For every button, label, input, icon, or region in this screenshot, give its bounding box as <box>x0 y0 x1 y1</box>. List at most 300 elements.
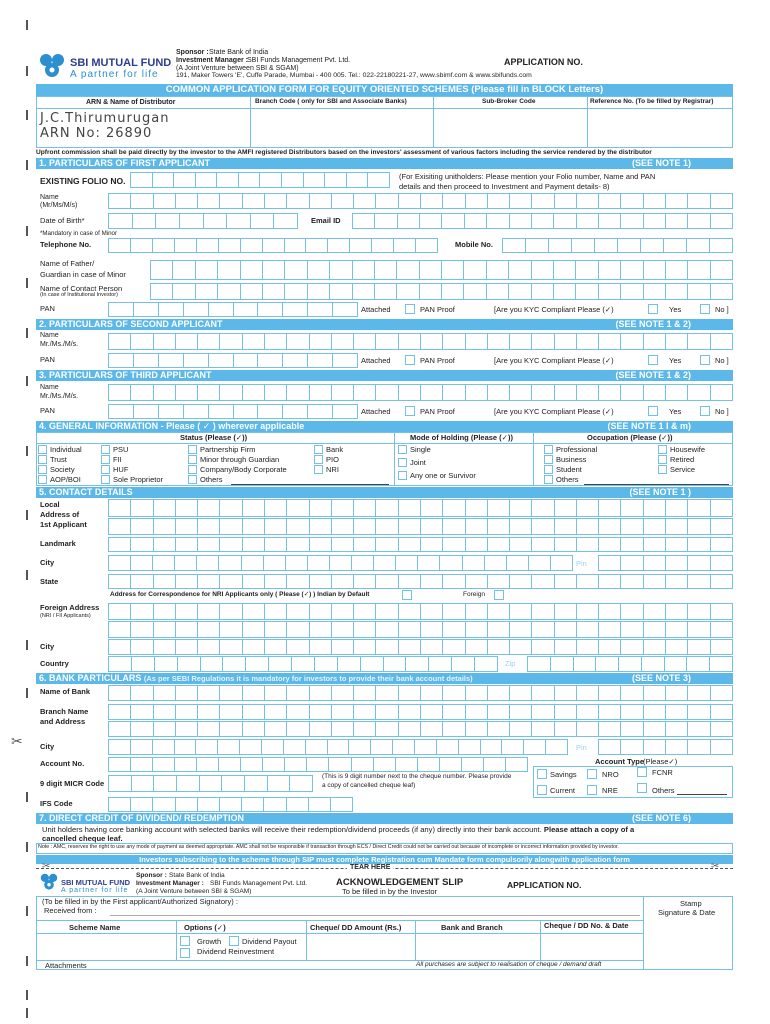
input-cell[interactable] <box>548 238 571 253</box>
input-cell[interactable] <box>594 238 617 253</box>
input-cell[interactable] <box>687 499 709 517</box>
input-cell[interactable] <box>710 260 733 280</box>
input-cell[interactable] <box>550 656 573 672</box>
input-cell[interactable] <box>509 621 531 638</box>
checkbox[interactable] <box>658 465 667 474</box>
input-cell[interactable] <box>172 283 194 300</box>
input-cell[interactable] <box>286 721 308 737</box>
input-cell[interactable] <box>285 555 307 571</box>
input-cell[interactable] <box>286 574 308 589</box>
input-cell[interactable] <box>527 656 550 672</box>
input-cell[interactable] <box>309 499 331 517</box>
input-cell[interactable] <box>598 555 620 571</box>
input-cell[interactable] <box>465 603 487 620</box>
checkbox[interactable] <box>544 475 553 484</box>
input-cell[interactable] <box>219 574 241 589</box>
input-cell[interactable] <box>598 621 620 638</box>
input-cell[interactable] <box>643 574 665 589</box>
input-cell[interactable] <box>643 721 665 737</box>
input-cell[interactable] <box>332 353 358 368</box>
input-cell[interactable] <box>375 333 397 350</box>
input-cell[interactable] <box>598 518 620 535</box>
input-cell[interactable] <box>175 685 197 701</box>
input-cell[interactable] <box>465 704 487 720</box>
input-cell[interactable] <box>183 353 208 368</box>
input-cell[interactable] <box>665 333 687 350</box>
input-cell[interactable] <box>554 384 576 401</box>
input-cell[interactable] <box>398 384 420 401</box>
foreign-address-input-2[interactable] <box>108 621 733 638</box>
input-cell[interactable] <box>417 555 439 571</box>
input-cell[interactable] <box>531 384 553 401</box>
input-cell[interactable] <box>175 603 197 620</box>
input-cell[interactable] <box>687 333 709 350</box>
checkbox[interactable] <box>188 445 197 454</box>
input-cell[interactable] <box>487 499 509 517</box>
input-cell[interactable] <box>396 283 418 300</box>
input-cell[interactable] <box>663 238 686 253</box>
input-cell[interactable] <box>195 260 217 280</box>
input-cell[interactable] <box>309 193 331 209</box>
input-cell[interactable] <box>308 797 330 812</box>
input-cell[interactable] <box>442 499 464 517</box>
checkbox[interactable] <box>544 445 553 454</box>
checkbox[interactable] <box>101 475 110 484</box>
input-cell[interactable] <box>152 555 174 571</box>
input-cell[interactable] <box>487 537 509 552</box>
input-cell[interactable] <box>576 193 598 209</box>
input-cell[interactable] <box>307 353 332 368</box>
kyc2-no-checkbox[interactable] <box>700 355 710 365</box>
input-cell[interactable] <box>154 656 177 672</box>
input-cell[interactable] <box>483 757 505 772</box>
input-cell[interactable] <box>219 333 241 350</box>
input-cell[interactable] <box>353 193 375 209</box>
input-cell[interactable] <box>528 555 550 571</box>
input-cell[interactable] <box>665 193 687 209</box>
input-cell[interactable] <box>305 238 327 253</box>
input-cell[interactable] <box>395 555 417 571</box>
input-cell[interactable] <box>197 797 219 812</box>
input-cell[interactable] <box>420 621 442 638</box>
input-cell[interactable] <box>286 603 308 620</box>
input-cell[interactable] <box>352 213 374 229</box>
input-cell[interactable] <box>465 721 487 737</box>
input-cell[interactable] <box>687 283 709 300</box>
folio-input[interactable] <box>130 172 390 188</box>
input-cell[interactable] <box>286 193 308 209</box>
input-cell[interactable] <box>620 621 642 638</box>
input-cell[interactable] <box>131 775 154 792</box>
checkbox[interactable] <box>398 471 407 480</box>
input-cell[interactable] <box>374 213 396 229</box>
input-cell[interactable] <box>353 639 375 655</box>
input-cell[interactable] <box>487 704 509 720</box>
input-cell[interactable] <box>332 302 358 317</box>
input-cell[interactable] <box>523 739 545 755</box>
input-cell[interactable] <box>153 537 175 552</box>
input-cell[interactable] <box>371 238 393 253</box>
input-cell[interactable] <box>282 404 307 419</box>
input-cell[interactable] <box>218 555 240 571</box>
input-cell[interactable] <box>153 685 175 701</box>
input-cell[interactable] <box>152 757 174 772</box>
foreign-checkbox[interactable] <box>494 590 504 600</box>
input-cell[interactable] <box>108 537 130 552</box>
input-cell[interactable] <box>309 537 331 552</box>
input-cell[interactable] <box>259 172 281 188</box>
input-cell[interactable] <box>264 499 286 517</box>
input-cell[interactable] <box>242 193 264 209</box>
pan1-proof-checkbox[interactable] <box>405 304 415 314</box>
input-cell[interactable] <box>197 721 219 737</box>
input-cell[interactable] <box>461 757 483 772</box>
input-cell[interactable] <box>487 603 509 620</box>
input-cell[interactable] <box>710 283 733 300</box>
input-cell[interactable] <box>219 603 241 620</box>
input-cell[interactable] <box>264 639 286 655</box>
input-cell[interactable] <box>130 757 152 772</box>
state-input[interactable] <box>108 574 733 589</box>
input-cell[interactable] <box>509 537 531 552</box>
pan1-input[interactable] <box>108 302 358 317</box>
input-cell[interactable] <box>398 499 420 517</box>
input-cell[interactable] <box>620 739 642 755</box>
input-cell[interactable] <box>396 260 418 280</box>
input-cell[interactable] <box>284 283 306 300</box>
input-cell[interactable] <box>620 555 642 571</box>
input-cell[interactable] <box>573 656 596 672</box>
input-cell[interactable] <box>152 238 174 253</box>
input-cell[interactable] <box>108 775 131 792</box>
input-cell[interactable] <box>576 621 598 638</box>
input-cell[interactable] <box>687 603 709 620</box>
input-cell[interactable] <box>329 260 351 280</box>
input-cell[interactable] <box>208 353 233 368</box>
nre-checkbox[interactable] <box>587 785 597 795</box>
input-cell[interactable] <box>108 704 130 720</box>
input-cell[interactable] <box>331 603 353 620</box>
input-cell[interactable] <box>284 757 306 772</box>
input-cell[interactable] <box>643 555 665 571</box>
local-address-input-2[interactable] <box>108 518 733 535</box>
input-cell[interactable] <box>442 333 464 350</box>
input-cell[interactable] <box>576 639 598 655</box>
input-cell[interactable] <box>241 555 263 571</box>
input-cell[interactable] <box>242 704 264 720</box>
input-cell[interactable] <box>217 260 239 280</box>
input-cell[interactable] <box>108 333 130 350</box>
input-cell[interactable] <box>553 213 575 229</box>
input-cell[interactable] <box>487 685 509 701</box>
distributor-name[interactable]: J.C.Thirumurugan <box>40 111 170 126</box>
input-cell[interactable] <box>398 721 420 737</box>
input-cell[interactable] <box>531 537 553 552</box>
guardian-input[interactable] <box>150 260 733 280</box>
input-cell[interactable] <box>233 302 258 317</box>
input-cell[interactable] <box>618 656 641 672</box>
growth-checkbox[interactable] <box>180 936 190 946</box>
input-cell[interactable] <box>130 639 152 655</box>
input-cell[interactable] <box>442 704 464 720</box>
input-cell[interactable] <box>576 704 598 720</box>
input-cell[interactable] <box>153 384 175 401</box>
input-cell[interactable] <box>241 797 263 812</box>
input-cell[interactable] <box>332 404 358 419</box>
kyc3-yes-checkbox[interactable] <box>648 406 658 416</box>
input-cell[interactable] <box>240 238 262 253</box>
input-cell[interactable] <box>441 213 463 229</box>
input-cell[interactable] <box>262 283 284 300</box>
input-cell[interactable] <box>370 739 392 755</box>
input-cell[interactable] <box>331 333 353 350</box>
input-cell[interactable] <box>419 283 441 300</box>
input-cell[interactable] <box>487 333 509 350</box>
input-cell[interactable] <box>484 555 506 571</box>
input-cell[interactable] <box>643 260 665 280</box>
input-cell[interactable] <box>152 172 174 188</box>
input-cell[interactable] <box>286 621 308 638</box>
input-cell[interactable] <box>240 757 262 772</box>
input-cell[interactable] <box>353 333 375 350</box>
input-cell[interactable] <box>309 704 331 720</box>
input-cell[interactable] <box>133 404 158 419</box>
input-cell[interactable] <box>130 499 152 517</box>
input-cell[interactable] <box>641 656 664 672</box>
input-cell[interactable] <box>242 537 264 552</box>
checkbox[interactable] <box>398 458 407 467</box>
s3-pan-input[interactable] <box>108 404 358 419</box>
input-cell[interactable] <box>226 213 250 229</box>
country-input[interactable] <box>108 656 498 672</box>
input-cell[interactable] <box>436 739 458 755</box>
input-cell[interactable] <box>245 656 268 672</box>
input-cell[interactable] <box>531 518 553 535</box>
input-cell[interactable] <box>329 555 351 571</box>
s3-name-input[interactable] <box>108 384 733 401</box>
input-cell[interactable] <box>108 384 130 401</box>
input-cell[interactable] <box>405 656 428 672</box>
input-cell[interactable] <box>509 213 531 229</box>
input-cell[interactable] <box>291 656 314 672</box>
input-cell[interactable] <box>553 283 575 300</box>
input-cell[interactable] <box>337 656 360 672</box>
input-cell[interactable] <box>545 739 568 755</box>
input-cell[interactable] <box>420 574 442 589</box>
input-cell[interactable] <box>375 639 397 655</box>
input-cell[interactable] <box>309 685 331 701</box>
input-cell[interactable] <box>197 574 219 589</box>
input-cell[interactable] <box>108 404 133 419</box>
input-cell[interactable] <box>398 603 420 620</box>
input-cell[interactable] <box>576 213 598 229</box>
input-cell[interactable] <box>442 639 464 655</box>
input-cell[interactable] <box>442 193 464 209</box>
local-address-input-1[interactable] <box>108 499 733 517</box>
input-cell[interactable] <box>419 260 441 280</box>
input-cell[interactable] <box>177 656 200 672</box>
input-cell[interactable] <box>375 384 397 401</box>
input-cell[interactable] <box>640 238 663 253</box>
input-cell[interactable] <box>199 775 222 792</box>
input-cell[interactable] <box>442 537 464 552</box>
input-cell[interactable] <box>240 283 262 300</box>
checkbox[interactable] <box>658 445 667 454</box>
input-cell[interactable] <box>108 797 130 812</box>
input-cell[interactable] <box>375 499 397 517</box>
pan3-proof-checkbox[interactable] <box>405 406 415 416</box>
input-cell[interactable] <box>687 721 709 737</box>
input-cell[interactable] <box>531 260 553 280</box>
input-cell[interactable] <box>330 797 353 812</box>
input-cell[interactable] <box>665 384 687 401</box>
input-cell[interactable] <box>309 574 331 589</box>
checkbox[interactable] <box>544 455 553 464</box>
input-cell[interactable] <box>130 555 152 571</box>
input-cell[interactable] <box>643 213 665 229</box>
input-cell[interactable] <box>643 704 665 720</box>
input-cell[interactable] <box>307 302 332 317</box>
input-cell[interactable] <box>575 283 597 300</box>
input-cell[interactable] <box>130 685 152 701</box>
input-cell[interactable] <box>665 537 687 552</box>
input-cell[interactable] <box>373 555 395 571</box>
input-cell[interactable] <box>309 721 331 737</box>
input-cell[interactable] <box>131 656 154 672</box>
name-input[interactable] <box>108 193 733 209</box>
input-cell[interactable] <box>153 499 175 517</box>
input-cell[interactable] <box>309 621 331 638</box>
input-cell[interactable] <box>620 685 642 701</box>
input-cell[interactable] <box>531 721 553 737</box>
input-cell[interactable] <box>531 499 553 517</box>
input-cell[interactable] <box>375 574 397 589</box>
checkbox[interactable] <box>314 465 323 474</box>
input-cell[interactable] <box>554 721 576 737</box>
checkbox[interactable] <box>38 445 47 454</box>
input-cell[interactable] <box>353 537 375 552</box>
s2-pan-input[interactable] <box>108 353 358 368</box>
input-cell[interactable] <box>598 603 620 620</box>
input-cell[interactable] <box>620 603 642 620</box>
input-cell[interactable] <box>576 518 598 535</box>
input-cell[interactable] <box>309 518 331 535</box>
input-cell[interactable] <box>197 333 219 350</box>
input-cell[interactable] <box>152 739 174 755</box>
input-cell[interactable] <box>327 739 349 755</box>
input-cell[interactable] <box>132 213 156 229</box>
input-cell[interactable] <box>108 739 130 755</box>
input-cell[interactable] <box>643 333 665 350</box>
ifs-input[interactable] <box>108 797 353 812</box>
input-cell[interactable] <box>158 404 183 419</box>
input-cell[interactable] <box>329 283 351 300</box>
input-cell[interactable] <box>710 499 733 517</box>
input-cell[interactable] <box>175 518 197 535</box>
input-cell[interactable] <box>576 499 598 517</box>
input-cell[interactable] <box>349 238 371 253</box>
input-cell[interactable] <box>398 574 420 589</box>
input-cell[interactable] <box>710 537 733 552</box>
input-cell[interactable] <box>576 537 598 552</box>
input-cell[interactable] <box>531 283 553 300</box>
input-cell[interactable] <box>183 302 208 317</box>
input-cell[interactable] <box>353 721 375 737</box>
input-cell[interactable] <box>130 537 152 552</box>
input-cell[interactable] <box>196 757 218 772</box>
input-cell[interactable] <box>465 384 487 401</box>
input-cell[interactable] <box>286 333 308 350</box>
input-cell[interactable] <box>439 555 461 571</box>
input-cell[interactable] <box>219 537 241 552</box>
input-cell[interactable] <box>620 499 642 517</box>
input-cell[interactable] <box>153 775 176 792</box>
input-cell[interactable] <box>240 260 262 280</box>
input-cell[interactable] <box>709 238 733 253</box>
input-cell[interactable] <box>257 404 282 419</box>
input-cell[interactable] <box>439 757 461 772</box>
input-cell[interactable] <box>108 757 130 772</box>
distributor-arn[interactable]: ARN No: 26890 <box>40 126 153 141</box>
input-cell[interactable] <box>108 574 130 589</box>
input-cell[interactable] <box>710 621 733 638</box>
input-cell[interactable] <box>197 685 219 701</box>
input-cell[interactable] <box>374 283 396 300</box>
input-cell[interactable] <box>643 283 665 300</box>
input-cell[interactable] <box>643 537 665 552</box>
input-cell[interactable] <box>108 603 130 620</box>
input-cell[interactable] <box>179 213 203 229</box>
input-cell[interactable] <box>665 283 687 300</box>
input-cell[interactable] <box>554 574 576 589</box>
input-cell[interactable] <box>710 555 733 571</box>
input-cell[interactable] <box>130 172 152 188</box>
input-cell[interactable] <box>508 260 530 280</box>
input-cell[interactable] <box>200 656 223 672</box>
input-cell[interactable] <box>463 283 485 300</box>
input-cell[interactable] <box>153 621 175 638</box>
checkbox[interactable] <box>314 445 323 454</box>
input-cell[interactable] <box>108 302 133 317</box>
input-cell[interactable] <box>331 499 353 517</box>
input-cell[interactable] <box>108 193 130 209</box>
input-cell[interactable] <box>620 574 642 589</box>
input-cell[interactable] <box>284 238 306 253</box>
input-cell[interactable] <box>281 172 303 188</box>
input-cell[interactable] <box>665 555 687 571</box>
input-cell[interactable] <box>509 685 531 701</box>
checkbox[interactable] <box>38 465 47 474</box>
branch-input-2[interactable] <box>108 721 733 737</box>
input-cell[interactable] <box>242 721 264 737</box>
kyc2-yes-checkbox[interactable] <box>648 355 658 365</box>
input-cell[interactable] <box>687 537 709 552</box>
input-cell[interactable] <box>392 739 414 755</box>
input-cell[interactable] <box>309 639 331 655</box>
input-cell[interactable] <box>176 775 199 792</box>
input-cell[interactable] <box>664 656 687 672</box>
input-cell[interactable] <box>420 721 442 737</box>
input-cell[interactable] <box>420 333 442 350</box>
input-cell[interactable] <box>554 685 576 701</box>
input-cell[interactable] <box>286 704 308 720</box>
input-cell[interactable] <box>531 685 553 701</box>
input-cell[interactable] <box>238 172 260 188</box>
input-cell[interactable] <box>428 656 451 672</box>
input-cell[interactable] <box>687 518 709 535</box>
input-cell[interactable] <box>286 685 308 701</box>
indian-default-checkbox[interactable] <box>402 590 412 600</box>
